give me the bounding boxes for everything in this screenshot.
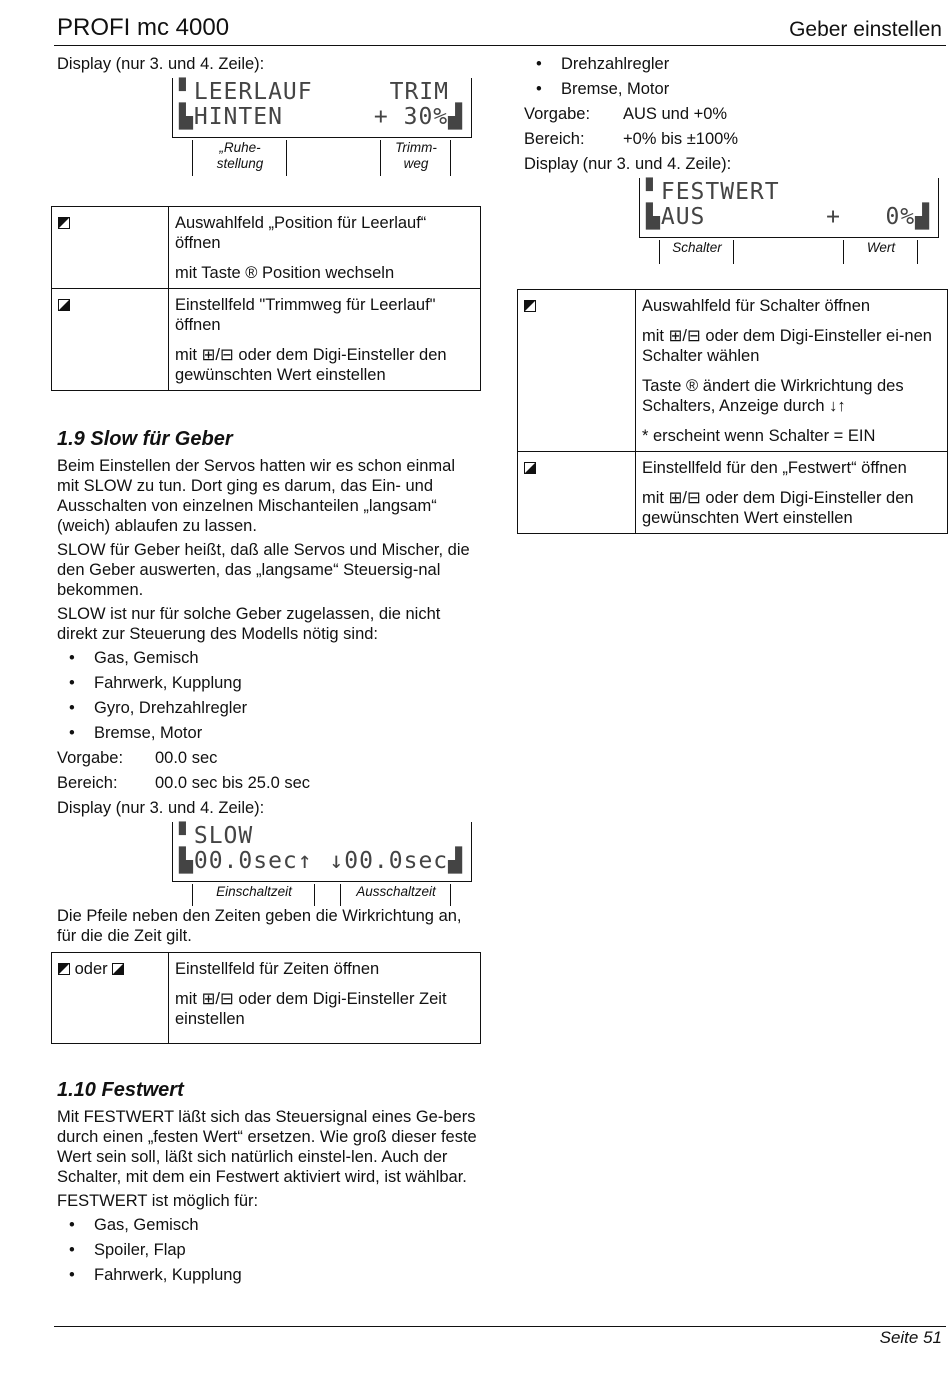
lcd-text: ▘SLOW (179, 823, 254, 849)
left-column (57, 54, 481, 1290)
lcd-label-wert: Wert (866, 240, 896, 255)
range-value-row: Bereich: +0% bis ±100% (524, 130, 739, 148)
display-intro: Display (nur 3. und 4. Zeile): (57, 55, 265, 73)
corner-key-br-icon (112, 963, 124, 975)
corner-key-tl-icon (58, 217, 70, 229)
corner-key-tl-icon (524, 300, 536, 312)
table-text: Einstellfeld für Zeiten öffnen (175, 960, 380, 978)
table-text: mit ⊞/⊟ oder dem Digi-Einsteller den gewünschten Wert einstellen (642, 489, 914, 527)
table-row (52, 207, 481, 289)
corner-key-br-icon (524, 462, 536, 474)
header-divider (54, 45, 946, 46)
lcd-display-festwert (639, 178, 939, 266)
table-row (52, 289, 481, 391)
paragraph: SLOW für Geber heißt, daß alle Servos und Mischer, die den Geber auswerten, das „langsame“ Steuersig-nal bekommen. (57, 541, 470, 599)
paragraph: FESTWERT ist möglich für: (57, 1192, 259, 1210)
table-text: mit Taste ® Position wechseln (175, 264, 395, 282)
instruction-table-slow (51, 952, 481, 1044)
paragraph: Beim Einstellen der Servos hatten wir es schon einmal mit SLOW zu tun. Dort ging es darum, das Ein- und Ausschalten von einzelnen Mischanteilen „langsam“ (weich) ablaufen zu lassen. (57, 457, 456, 535)
lcd-label-ausschaltzeit: Ausschaltzeit (356, 884, 436, 899)
list-item: • Bremse, Motor (524, 79, 944, 99)
list-item: • Gyro, Drehzahlregler (57, 698, 481, 718)
lcd-text: ↓00.0sec▟ (329, 848, 463, 874)
table-text: Taste ® ändert die Wirkrichtung des Schalters, Anzeige durch ↓↑ (642, 377, 904, 415)
display-intro: Display (nur 3. und 4. Zeile): (524, 155, 732, 173)
lcd-text: TRIM (389, 79, 449, 105)
table-text: * erscheint wenn Schalter = EIN (642, 427, 876, 445)
list-item: • Bremse, Motor (57, 723, 481, 743)
list-item: • Gas, Gemisch (57, 648, 481, 668)
list-item: • Gas, Gemisch (57, 1215, 481, 1235)
lcd-text: ▘LEERLAUF (179, 79, 313, 105)
lcd-label-schalter: Schalter (672, 240, 722, 255)
lcd-display-leerlauf (172, 78, 472, 178)
table-text: mit ⊞/⊟ oder dem Digi-Einsteller den gewünschten Wert einstellen (175, 346, 447, 384)
table-text: Einstellfeld für den „Festwert“ öffnen (642, 459, 907, 477)
page-number: Seite 51 (879, 1328, 942, 1347)
lcd-text: ▙HINTEN (179, 104, 283, 130)
paragraph: Mit FESTWERT läßt sich das Steuersignal eines Ge-bers durch einen „festen Wert“ ersetzen. Wie groß dieser feste Wert sein soll, läßt sich natürlich einstel-len. Auch der Schalter, mit dem ein Festwert aktiviert wird, ist wählbar. (57, 1108, 477, 1186)
bullet-list-festwert (57, 1215, 481, 1285)
default-value-row: Vorgabe: 00.0 sec (57, 749, 218, 767)
lcd-label-einschaltzeit: Einschaltzeit (216, 884, 292, 899)
list-item: • Fahrwerk, Kupplung (57, 673, 481, 693)
instruction-table-festwert (517, 289, 948, 534)
paragraph: SLOW ist nur für solche Geber zugelassen, die nicht direkt zur Steuerung des Modells nötig sind: (57, 605, 441, 643)
table-row: oder Einstellfeld für Zeiten öffnen mit ⊞/⊟ oder dem Digi-Einsteller Zeit einstellen (52, 953, 481, 1044)
lcd-text: ▙AUS (646, 204, 706, 230)
lcd-label-trimmweg: Trimm- weg (395, 140, 437, 171)
table-text: Einstellfeld "Trimmweg für Leerlauf" öffnen (175, 296, 436, 334)
page-header-section: Geber einstellen (789, 18, 942, 41)
table-row (518, 452, 948, 534)
paragraph: Die Pfeile neben den Zeiten geben die Wirkrichtung an, für die die Zeit gilt. (57, 907, 462, 945)
list-item: • Fahrwerk, Kupplung (57, 1265, 481, 1285)
table-text: mit ⊞/⊟ oder dem Digi-Einsteller Zeit einstellen (175, 990, 447, 1028)
page-header-title: PROFI mc 4000 (57, 14, 230, 41)
table-text: Auswahlfeld „Position für Leerlauf“ öffnen (175, 214, 427, 252)
display-intro: Display (nur 3. und 4. Zeile): (57, 799, 265, 817)
lcd-text: + 30%▟ (373, 104, 463, 130)
lcd-text: ▘FESTWERT (646, 179, 780, 205)
bullet-list-slow (57, 648, 481, 743)
corner-key-tl-icon (58, 963, 70, 975)
list-item: • Spoiler, Flap (57, 1240, 481, 1260)
default-value-row: Vorgabe: AUS und +0% (524, 105, 728, 123)
instruction-table-leerlauf (51, 206, 481, 391)
bullet-list-festwert-cont (524, 54, 944, 99)
lcd-label-ruhestellung: „Ruhe- stellung (216, 140, 264, 171)
footer-divider (54, 1326, 946, 1327)
list-item: • Drehzahlregler (524, 54, 944, 74)
section-heading-slow: 1.9 Slow für Geber (57, 428, 233, 450)
lcd-display-slow (172, 822, 472, 906)
table-text: Auswahlfeld für Schalter öffnen (642, 297, 871, 315)
table-row (518, 290, 948, 452)
section-heading-festwert: 1.10 Festwert (57, 1079, 184, 1101)
corner-key-br-icon (58, 299, 70, 311)
right-column (524, 54, 944, 534)
table-text: mit ⊞/⊟ oder dem Digi-Einsteller ei-nen Schalter wählen (642, 327, 932, 365)
range-value-row: Bereich: 00.0 sec bis 25.0 sec (57, 774, 311, 792)
lcd-text: + 0%▟ (826, 204, 930, 230)
lcd-text: ▙00.0sec↑ (179, 848, 313, 874)
